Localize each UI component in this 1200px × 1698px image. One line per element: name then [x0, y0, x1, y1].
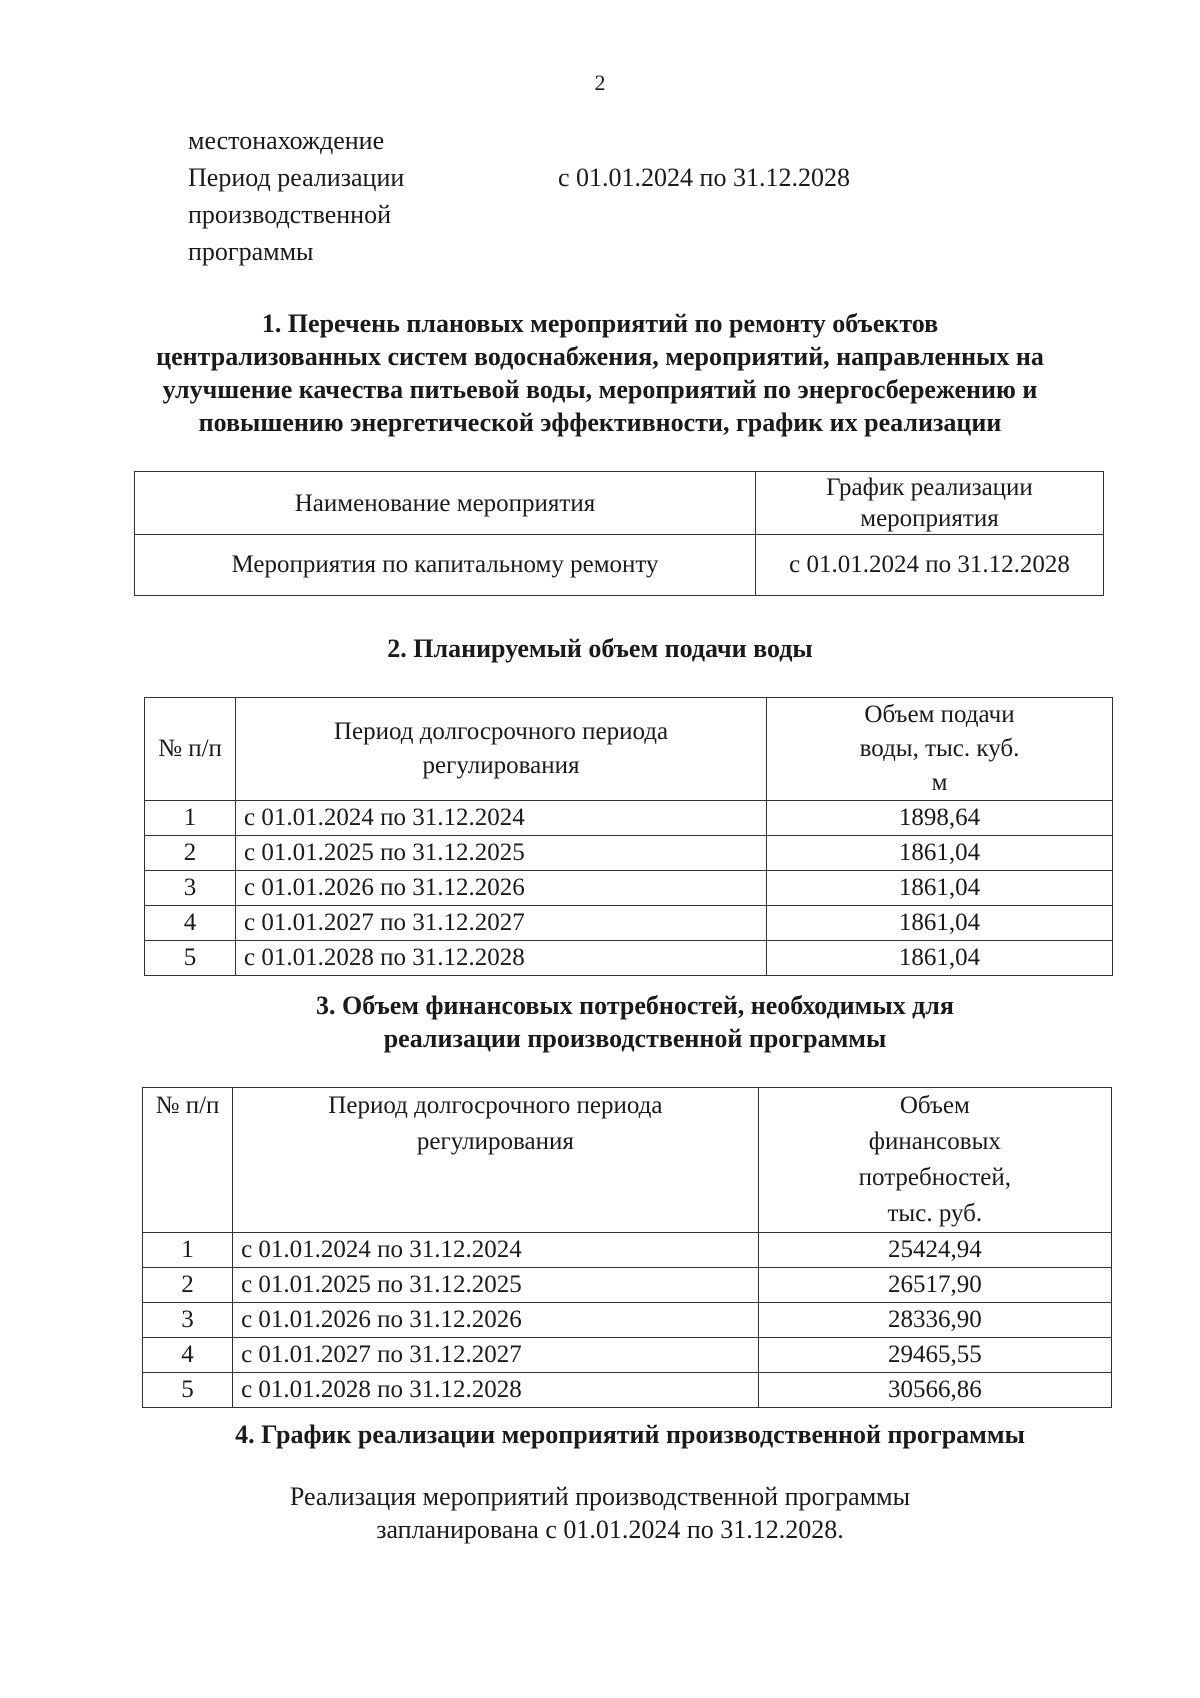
section3-title-line: 3. Объем финансовых потребностей, необходимых для: [316, 991, 954, 1020]
water-supply-table: [144, 697, 1113, 976]
table-row: [143, 1303, 1112, 1338]
row-number: 3: [145, 871, 236, 906]
section3-title: [0, 989, 1200, 1055]
row-value: 1861,04: [767, 871, 1113, 906]
period-label-line: Период реализации: [188, 163, 405, 192]
column-header: Период долгосрочного периода регулирования: [233, 1088, 759, 1233]
table-header-row: [145, 698, 1113, 801]
table-row: [145, 836, 1113, 871]
table-row: [143, 1373, 1112, 1408]
row-value: 1861,04: [767, 836, 1113, 871]
row-period: с 01.01.2024 по 31.12.2024: [233, 1233, 759, 1268]
section2-title: 2. Планируемый объем подачи воды: [387, 634, 813, 663]
row-number: 4: [145, 906, 236, 941]
row-number: 3: [143, 1303, 233, 1338]
section4-title: 4. График реализации мероприятий производственной программы: [235, 1420, 1025, 1449]
section4-text-line: Реализация мероприятий производственной программы: [289, 1482, 911, 1511]
row-period: с 01.01.2025 по 31.12.2025: [233, 1268, 759, 1303]
row-number: 4: [143, 1338, 233, 1373]
column-header: Объем финансовых потребностей, тыс. руб.: [758, 1088, 1111, 1233]
table-header-row: [143, 1088, 1112, 1233]
intro-block: [188, 122, 850, 270]
column-header: Объем подачи воды, тыс. куб. м: [767, 698, 1113, 801]
table-row: [145, 941, 1113, 976]
section4-text-line: запланирована с 01.01.2024 по 31.12.2028.: [376, 1515, 844, 1544]
row-period: с 01.01.2028 по 31.12.2028: [233, 1373, 759, 1408]
row-value: 1861,04: [767, 941, 1113, 976]
row-period: с 01.01.2027 по 31.12.2027: [233, 1338, 759, 1373]
row-value: 25424,94: [758, 1233, 1111, 1268]
row-value: 29465,55: [758, 1338, 1111, 1373]
row-number: 5: [145, 941, 236, 976]
section1-title-line: 1. Перечень плановых мероприятий по ремонту объектов: [261, 309, 939, 338]
row-period: с 01.01.2028 по 31.12.2028: [236, 941, 767, 976]
column-header: Наименование мероприятия: [135, 472, 756, 535]
row-number: 1: [143, 1233, 233, 1268]
row-period: с 01.01.2026 по 31.12.2026: [236, 871, 767, 906]
column-header: № п/п: [143, 1088, 233, 1233]
table-row: [145, 871, 1113, 906]
section1-title-line: централизованных систем водоснабжения, мероприятий, направленных на: [156, 342, 1044, 371]
column-header: Период долгосрочного периода регулирования: [236, 698, 767, 801]
measures-table: [134, 471, 1104, 596]
table-header-row: [135, 472, 1104, 535]
section4-text: [0, 1480, 1200, 1546]
row-period: с 01.01.2024 по 31.12.2024: [236, 801, 767, 836]
row-value: 1898,64: [767, 801, 1113, 836]
row-number: 2: [143, 1268, 233, 1303]
page-number: 2: [594, 70, 606, 95]
column-header: № п/п: [145, 698, 236, 801]
row-number: 1: [145, 801, 236, 836]
table-row: [143, 1233, 1112, 1268]
measure-schedule: с 01.01.2024 по 31.12.2028: [756, 535, 1104, 596]
row-value: 30566,86: [758, 1373, 1111, 1408]
measure-name: Мероприятия по капитальному ремонту: [135, 535, 756, 596]
period-label: [188, 159, 558, 270]
row-number: 2: [145, 836, 236, 871]
row-value: 1861,04: [767, 906, 1113, 941]
row-period: с 01.01.2026 по 31.12.2026: [233, 1303, 759, 1338]
table-row: [143, 1338, 1112, 1373]
section1-title: [0, 307, 1200, 439]
financial-needs-table: [142, 1087, 1112, 1408]
table-row: [145, 801, 1113, 836]
section1-title-line: повышению энергетической эффективности, график их реализации: [198, 408, 1002, 437]
period-label-line: производственной: [188, 200, 391, 229]
section3-title-line: реализации производственной программы: [383, 1024, 887, 1053]
row-number: 5: [143, 1373, 233, 1408]
table-row: [143, 1268, 1112, 1303]
table-row: [135, 535, 1104, 596]
row-value: 28336,90: [758, 1303, 1111, 1338]
section1-title-line: улучшение качества питьевой воды, мероприятий по энергосбережению и: [162, 375, 1038, 404]
row-period: с 01.01.2027 по 31.12.2027: [236, 906, 767, 941]
row-period: с 01.01.2025 по 31.12.2025: [236, 836, 767, 871]
table-row: [145, 906, 1113, 941]
column-header: График реализации мероприятия: [756, 472, 1104, 535]
period-label-line: программы: [188, 237, 314, 266]
location-label: местонахождение: [188, 126, 385, 155]
period-row: [188, 159, 850, 270]
row-value: 26517,90: [758, 1268, 1111, 1303]
period-value: с 01.01.2024 по 31.12.2028: [558, 163, 850, 192]
